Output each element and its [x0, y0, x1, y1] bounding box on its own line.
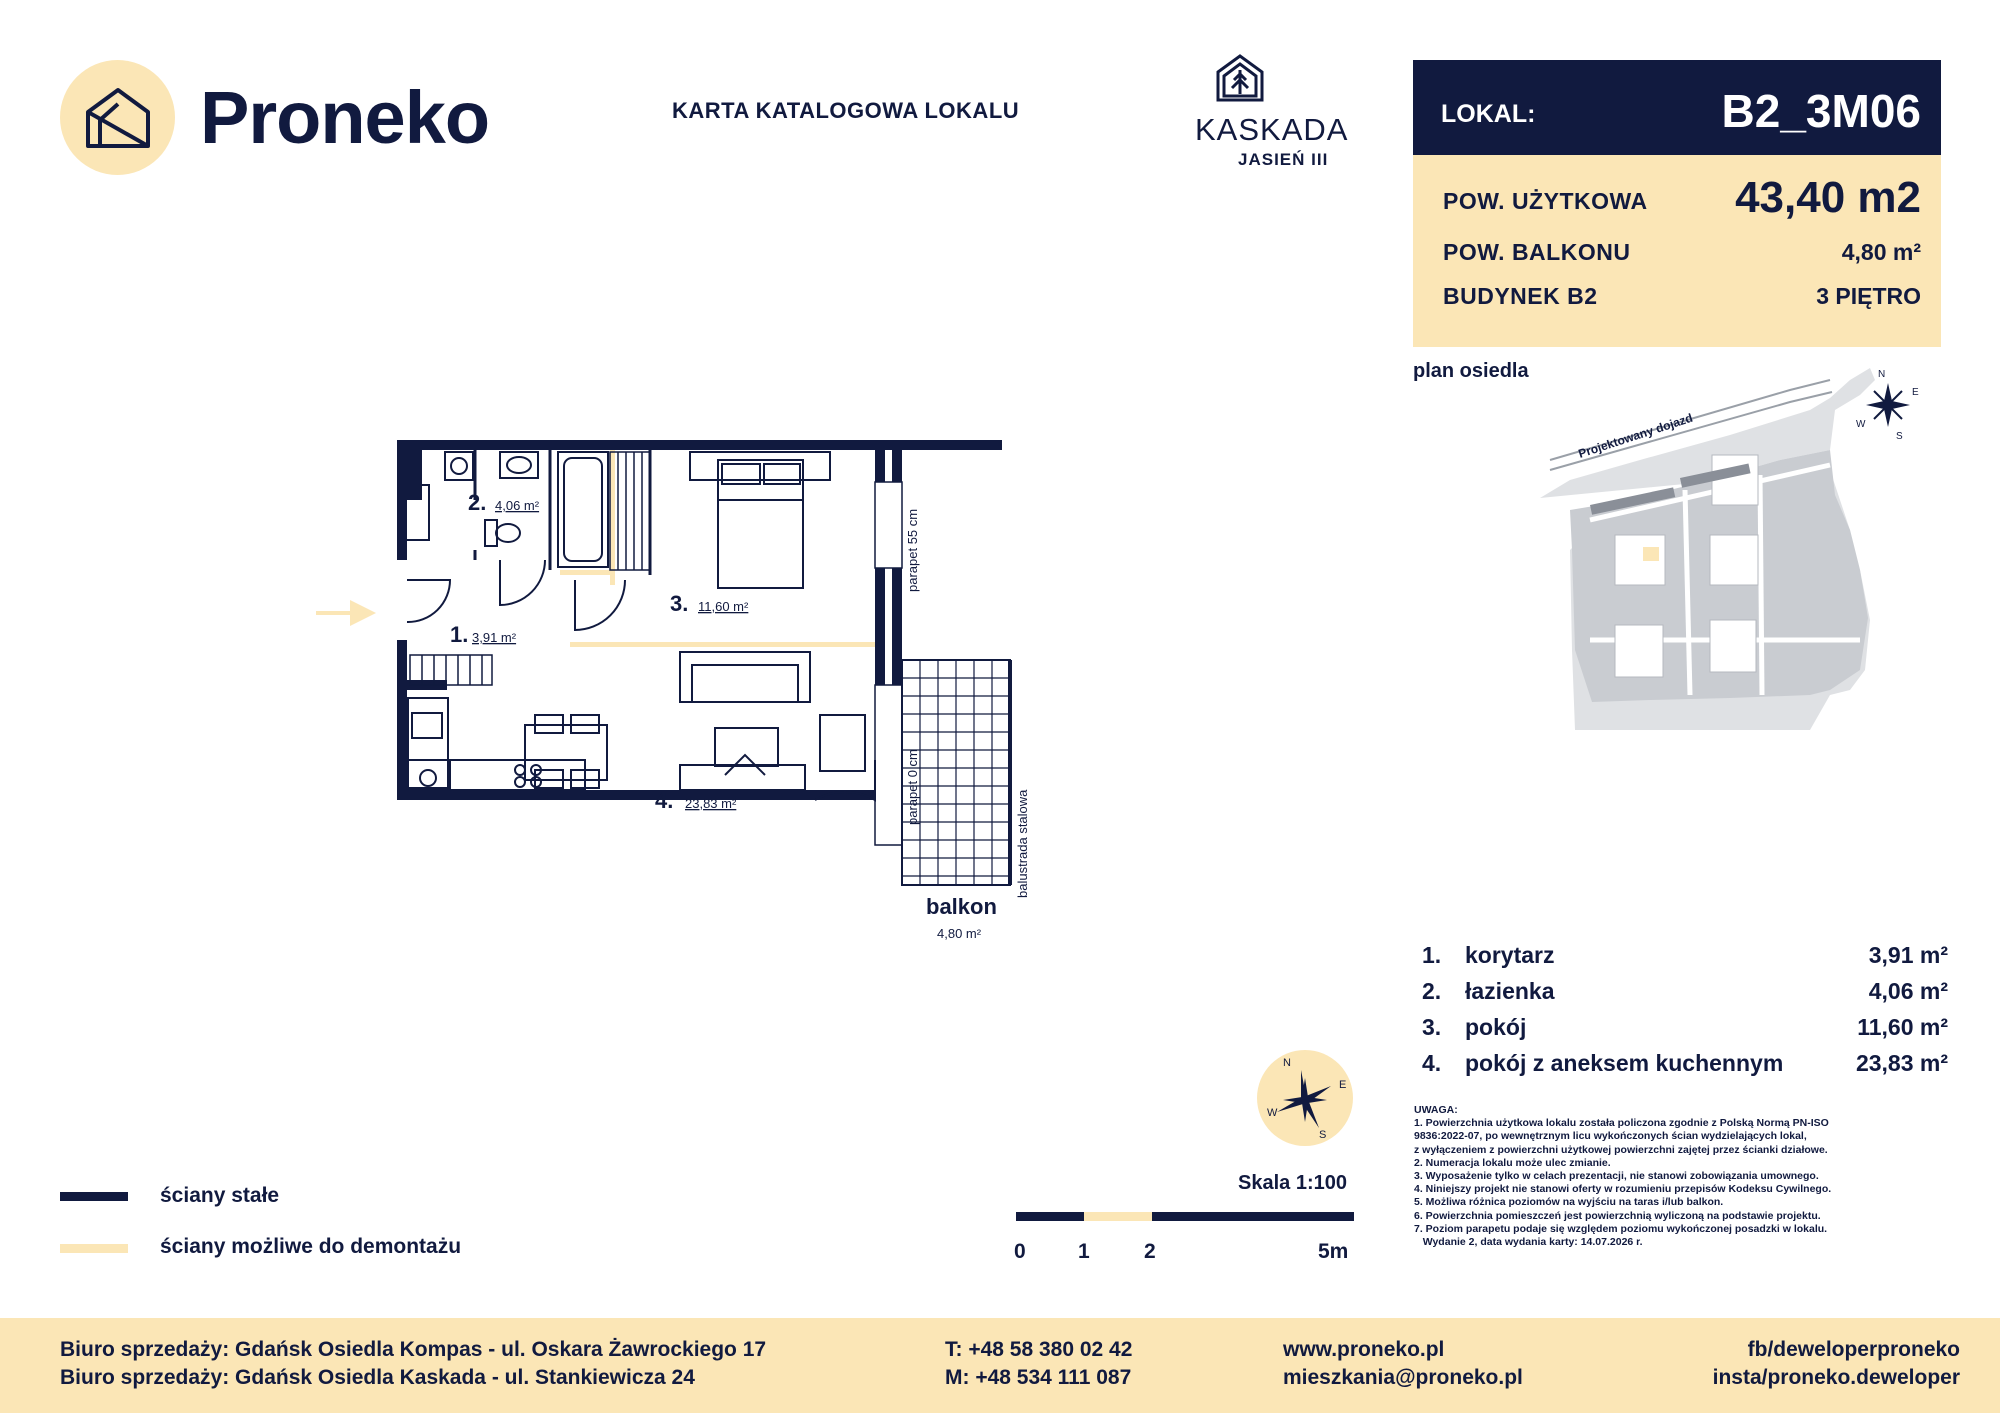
room-list-num: 3. — [1422, 1014, 1442, 1040]
site-compass-e: E — [1912, 387, 1919, 398]
brand-name: Proneko — [200, 76, 490, 159]
unit-code: B2_3M06 — [1721, 85, 1921, 137]
scale-bar — [1016, 1212, 1354, 1221]
footer-phone-2[interactable]: M: +48 534 111 087 — [945, 1366, 1132, 1389]
note-line: 7. Poziom parapetu podaje się względem poziomu wykończonej posadzki w lokalu. — [1414, 1222, 1828, 1235]
room-list-area: 23,83 m² — [1855, 1050, 1948, 1076]
footer-phone-1[interactable]: T: +48 58 380 02 42 — [945, 1338, 1133, 1361]
room-1-number: 1. — [450, 622, 469, 647]
washing-machine — [445, 452, 473, 480]
balcony-area-value: 4,80 m² — [1841, 239, 1921, 265]
room-2-area: 4,06 m² — [495, 498, 540, 513]
balcony-area-label: 4,80 m² — [937, 926, 982, 941]
notes-block — [1414, 1104, 1942, 1249]
scale-tick-5m: 5m — [1318, 1240, 1349, 1263]
note-line: 9836:2022-07, po wewnętrznym licu wykończonych ścian wydzielających lokal, — [1414, 1130, 1807, 1143]
room-2-number: 2. — [468, 490, 487, 515]
site-plan-map — [1530, 350, 1950, 740]
house-logo-icon — [60, 60, 175, 175]
building — [1710, 620, 1756, 672]
scale-label: Skala 1:100 — [1238, 1172, 1347, 1194]
footer-facebook-link[interactable]: fb/deweloperproneko — [1747, 1338, 1960, 1361]
compass-s: S — [1319, 1129, 1327, 1141]
parapet-55-label: parapet 55 cm — [905, 508, 920, 592]
balcony-area-label: POW. BALKONU — [1443, 239, 1631, 265]
room-list-name: korytarz — [1465, 942, 1555, 968]
card-title: KARTA KATALOGOWA LOKALU — [672, 98, 1020, 123]
living-furniture — [525, 652, 865, 790]
usable-area-value: 43,40 m2 — [1735, 173, 1921, 222]
kaskada-house-icon — [1210, 52, 1270, 104]
scale-tick-2: 2 — [1144, 1240, 1156, 1263]
site-compass-n: N — [1878, 369, 1886, 380]
room-4-area: 23,83 m² — [685, 796, 737, 811]
note-line: 3. Wyposażenie tylko w celach prezentacji, nie stanowi zobowiązania umownego. — [1414, 1170, 1819, 1183]
building — [1615, 625, 1663, 677]
floor-plan — [300, 430, 1060, 950]
parapet-0-label: parapet 0 cm — [905, 749, 920, 825]
compass-e: E — [1339, 1079, 1347, 1091]
building-label: BUDYNEK B2 — [1443, 283, 1598, 309]
unit-label: LOKAL: — [1441, 100, 1536, 128]
room-list-num: 1. — [1422, 942, 1442, 968]
entry-arrow-icon — [316, 600, 376, 626]
note-line: 4. Niniejszy projekt nie stanowi oferty w rozumieniu przepisów Kodeksu Cywilnego. — [1414, 1183, 1832, 1196]
room-1-area: 3,91 m² — [472, 630, 517, 645]
footer-website-link[interactable]: www.proneko.pl — [1283, 1338, 1445, 1361]
compass-n: N — [1283, 1057, 1291, 1069]
room-list-name: pokój — [1465, 1014, 1527, 1040]
kitchen-units — [408, 698, 585, 790]
bed — [690, 452, 830, 588]
footer-instagram-link[interactable]: insta/proneko.deweloper — [1712, 1366, 1960, 1389]
room-list-area: 4,06 m² — [1868, 978, 1948, 1004]
unit-header — [1413, 60, 1941, 155]
notes-title: UWAGA: — [1414, 1104, 1458, 1116]
usable-area-label: POW. UŻYTKOWA — [1443, 188, 1648, 214]
road-label: Projektowany dojazd — [1576, 410, 1695, 461]
highlighted-unit-marker — [1643, 547, 1659, 561]
legend-removable-walls-swatch — [60, 1244, 128, 1253]
room-list-area: 11,60 m² — [1857, 1014, 1948, 1040]
balustrade-label: balustrada stalowa — [1015, 789, 1030, 898]
footer-office-2: Biuro sprzedaży: Gdańsk Osiedla Kaskada - ul. Stankiewicza 24 — [60, 1366, 695, 1389]
bathtub — [558, 452, 608, 567]
legend-fixed-walls-label: ściany stałe — [160, 1184, 280, 1207]
note-line: 2. Numeracja lokalu może ulec zmianie. — [1414, 1156, 1611, 1169]
room-list-name: łazienka — [1465, 978, 1555, 1004]
note-line: 5. Możliwa różnica poziomów na wyjściu na taras i/lub balkon. — [1414, 1196, 1724, 1209]
site-compass-w: W — [1856, 419, 1866, 430]
site-compass-s: S — [1896, 431, 1903, 442]
scale-tick-1: 1 — [1078, 1240, 1090, 1263]
note-line: 1. Powierzchnia użytkowa lokalu została policzona zgodnie z Polską Normą PN-ISO — [1414, 1117, 1829, 1130]
scale-tick-0: 0 — [1014, 1240, 1026, 1263]
room-list-name: pokój z aneksem kuchennym — [1465, 1050, 1784, 1076]
footer-email-link[interactable]: mieszkania@proneko.pl — [1283, 1366, 1523, 1389]
legend-fixed-walls-swatch — [60, 1192, 128, 1201]
note-line: z wyłączeniem z powierzchni użytkowej powierzchni zajętej przez ścianki działowe. — [1414, 1143, 1828, 1156]
site-plan-label: plan osiedla — [1413, 360, 1529, 382]
compass-w: W — [1267, 1107, 1278, 1119]
legend-removable-walls-label: ściany możliwe do demontażu — [160, 1235, 462, 1258]
sink — [500, 452, 538, 478]
footer — [0, 1318, 2000, 1413]
footer-office-1: Biuro sprzedaży: Gdańsk Osiedla Kompas - ul. Oskara Żawrockiego 17 — [60, 1338, 767, 1361]
note-line: Wydanie 2, data wydania karty: 14.07.2026 r. — [1414, 1236, 1643, 1249]
room-list-area: 3,91 m² — [1868, 942, 1948, 968]
room-3-area: 11,60 m² — [698, 599, 749, 614]
room-4-number: 4. — [655, 788, 674, 813]
kaskada-subtitle: JASIEŃ III — [1238, 150, 1329, 169]
kaskada-logo — [1190, 52, 1290, 109]
room-list-num: 4. — [1422, 1050, 1442, 1076]
room-list-num: 2. — [1422, 978, 1442, 1004]
kaskada-name: KASKADA — [1195, 112, 1349, 147]
unit-info-panel — [1413, 155, 1941, 347]
floor-value: 3 PIĘTRO — [1816, 283, 1921, 309]
room-3-number: 3. — [670, 591, 689, 616]
building — [1710, 535, 1758, 585]
brand-logo-circle — [60, 60, 175, 175]
compass-icon — [1255, 1048, 1355, 1148]
building — [1712, 455, 1758, 505]
balcony-label: balkon — [926, 894, 997, 919]
note-line: 6. Powierzchnia pomieszczeń jest powierzchnią wyliczoną na podstawie projektu. — [1414, 1209, 1821, 1222]
